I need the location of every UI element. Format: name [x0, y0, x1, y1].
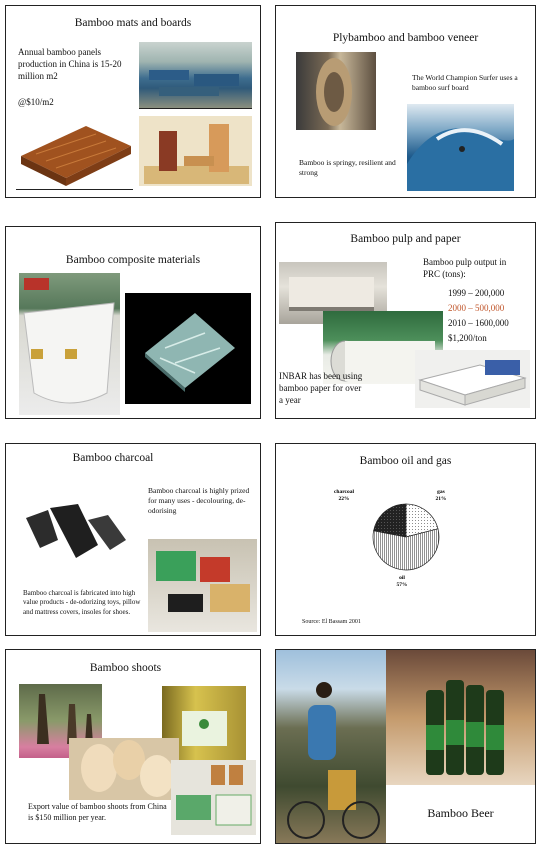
pie-label-charcoal: 22% — [338, 496, 350, 502]
shoots-peeled-photo — [69, 738, 179, 800]
slide-oil-gas — [275, 443, 536, 636]
pie-label-oil: oil — [399, 575, 405, 581]
slide-pulp-paper — [275, 222, 536, 419]
slide-title: Plybamboo and bamboo veneer — [332, 32, 479, 44]
divider — [139, 108, 252, 109]
factory-photo — [139, 42, 252, 108]
slide-composite — [5, 226, 261, 419]
pie-chart — [276, 444, 536, 636]
bicycle-photo — [276, 650, 386, 844]
slide-bamboo-mats — [5, 5, 261, 198]
slide-text: Export value of bamboo shoots from China is $150 million per year. — [28, 802, 167, 822]
pie-label-gas: gas — [437, 489, 445, 495]
slide-title: Bamboo composite materials — [65, 254, 201, 266]
slide-text: INBAR has been using bamboo paper for over a year — [279, 371, 363, 406]
output-1999: 1999 – 200,000 — [448, 288, 505, 298]
slide-title: Bamboo mats and boards — [74, 17, 192, 29]
divider — [16, 189, 133, 190]
slide-text: Bamboo charcoal is highly prized for many uses - decolouring, de-odorising — [148, 486, 250, 516]
charcoal-products-photo — [148, 539, 257, 632]
shoots-products-photo — [171, 760, 256, 835]
output-2000: 2000 – 500,000 — [448, 303, 505, 313]
surfer-photo — [407, 104, 514, 191]
slide-title: Bamboo pulp and paper — [350, 233, 461, 245]
slide-title: Bamboo shoots — [89, 662, 162, 674]
board-photo — [139, 116, 252, 186]
mat-board-photo — [16, 116, 133, 188]
composite-tile-photo — [125, 293, 251, 404]
veneer-machine-photo — [296, 52, 376, 130]
slide-title: Bamboo oil and gas — [359, 455, 452, 467]
source-note: Source: El Bassam 2001 — [302, 619, 361, 625]
pie-label-charcoal: charcoal — [333, 489, 355, 495]
slide-shoots — [5, 649, 261, 844]
slide-text: Annual bamboo panels production in China is 15-20 million m2 — [18, 47, 122, 82]
slide-text: Bamboo charcoal is fabricated into high value products - de-odorizing toys, pillow and mattress covers, insoles for shoes. — [23, 589, 141, 616]
beer-bottles-photo — [386, 650, 536, 785]
slide-charcoal — [5, 443, 261, 636]
boat-hull-photo — [19, 273, 120, 415]
paper-stack-photo — [415, 350, 530, 408]
slide-title: Bamboo Beer — [427, 806, 494, 820]
output-2010: 2010 – 1600,000 — [448, 318, 509, 328]
slide-title: Bamboo charcoal — [72, 452, 154, 464]
slide-text: The World Champion Surfer uses a bamboo surf board — [412, 73, 518, 93]
slide-text: Bamboo is springy, resilient and strong — [299, 158, 396, 178]
slide-beer — [275, 649, 536, 844]
pie-label-gas: 21% — [435, 496, 447, 502]
slide-text: Bamboo pulp output in PRC (tons): — [423, 257, 507, 280]
slide-plybamboo — [275, 5, 536, 198]
pie-label-oil: 57% — [396, 582, 408, 588]
slide-text: @$10/m2 — [18, 97, 54, 107]
price-per-ton: $1,200/ton — [448, 333, 487, 343]
charcoal-pieces-photo — [18, 500, 130, 562]
